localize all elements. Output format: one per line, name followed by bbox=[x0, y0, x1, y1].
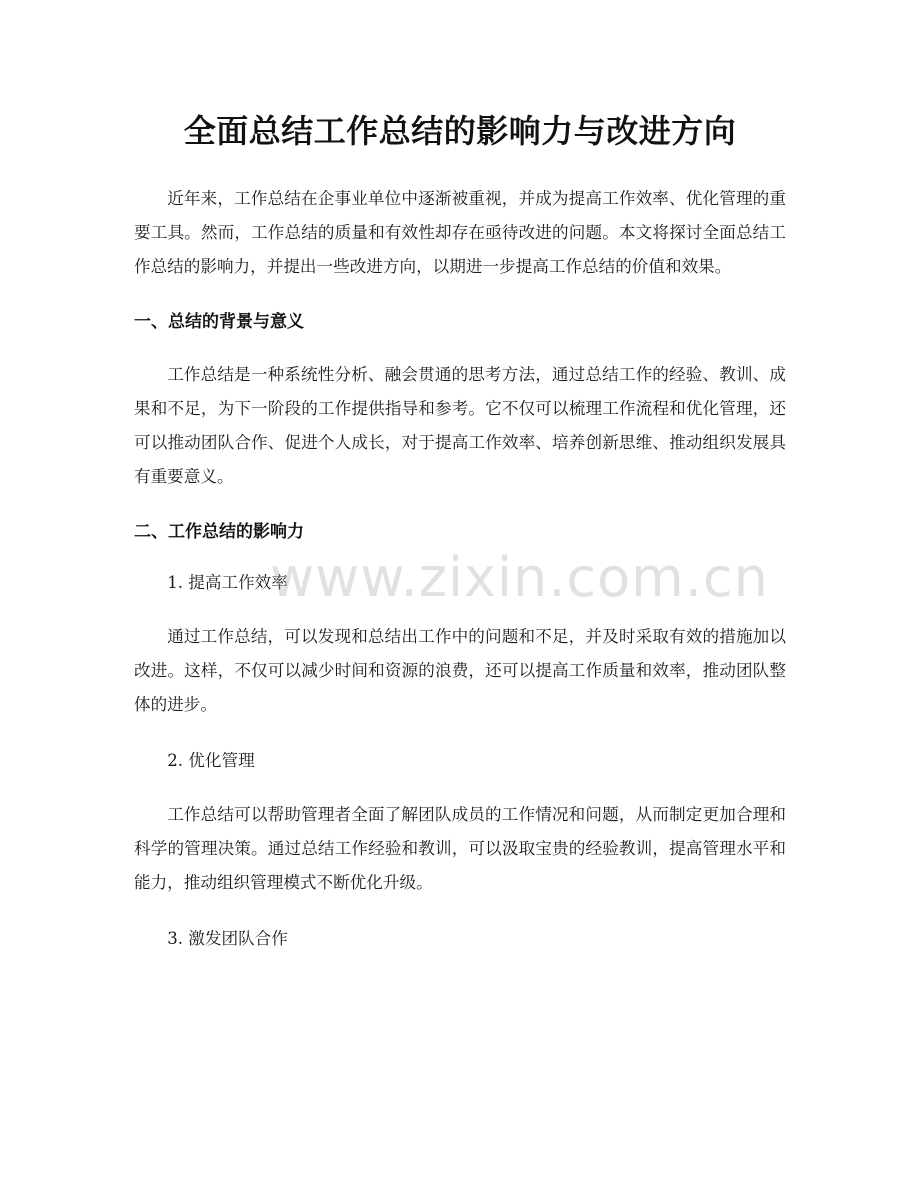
background-paragraph: 工作总结是一种系统性分析、融会贯通的思考方法，通过总结工作的经验、教训、成果和不足，为下一阶段的工作提供指导和参考。它不仅可以梳理工作流程和优化管理，还可以推动团队合作、促进个人成长，对于提高工作效率、培养创新思维、推动组织发展具有重要意义。 bbox=[134, 365, 786, 486]
page-title: 全面总结工作总结的影响力与改进方向 bbox=[183, 112, 737, 150]
section-heading-background: 一、总结的背景与意义 bbox=[134, 312, 304, 332]
watermark: www.zixin.com.cn bbox=[270, 546, 769, 609]
subheading-management: 2. 优化管理 bbox=[167, 751, 255, 770]
intro-paragraph: 近年来，工作总结在企事业单位中逐渐被重视，并成为提高工作效率、优化管理的重要工具。然而，工作总结的质量和有效性却存在亟待改进的问题。本文将探讨全面总结工作总结的影响力，并提出一些改进方向，以期进一步提高工作总结的价值和效果。 bbox=[134, 189, 786, 276]
efficiency-paragraph: 通过工作总结，可以发现和总结出工作中的问题和不足，并及时采取有效的措施加以改进。这样，不仅可以减少时间和资源的浪费，还可以提高工作质量和效率，推动团队整体的进步。 bbox=[134, 627, 786, 714]
section-heading-influence: 二、工作总结的影响力 bbox=[134, 522, 304, 542]
management-paragraph: 工作总结可以帮助管理者全面了解团队成员的工作情况和问题，从而制定更加合理和科学的管理决策。通过总结工作经验和教训，可以汲取宝贵的经验教训，提高管理水平和能力，推动组织管理模式不断优化升级。 bbox=[134, 805, 786, 892]
subheading-efficiency: 1. 提高工作效率 bbox=[167, 573, 288, 592]
subheading-teamwork: 3. 激发团队合作 bbox=[167, 929, 288, 948]
document-body bbox=[134, 182, 786, 976]
